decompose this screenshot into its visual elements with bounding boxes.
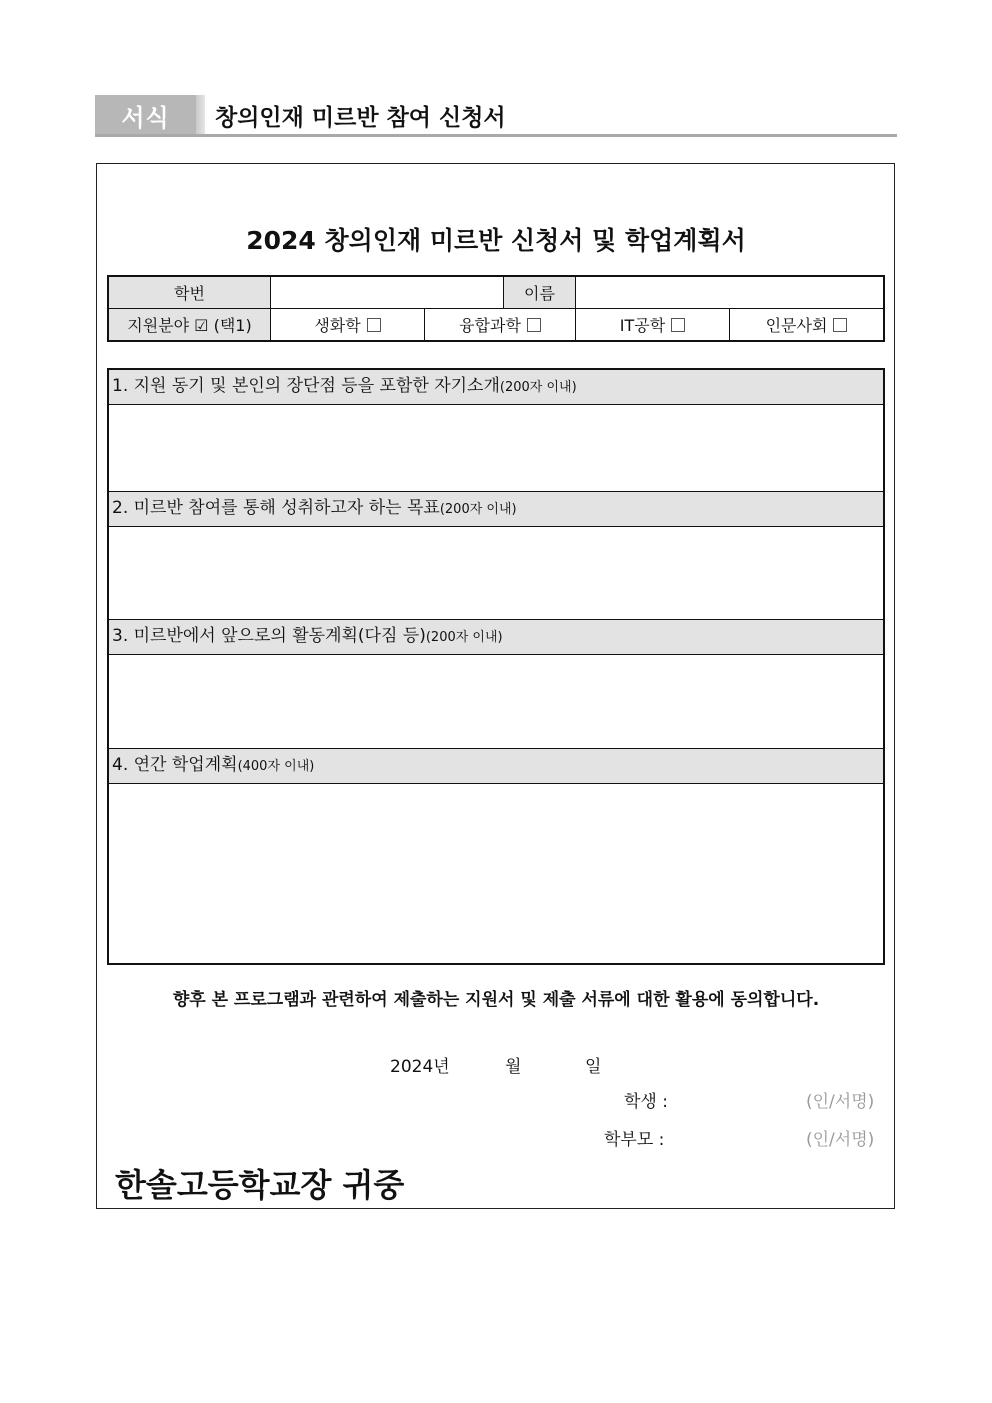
checkbox-icon[interactable] (833, 318, 847, 332)
section-header-4 (109, 749, 883, 784)
consent-statement: 향후 본 프로그램과 관련하여 제출하는 지원서 및 제출 서류에 대한 활용에 동의합니다. (172, 990, 820, 1010)
section-title: 2. 미르반 참여를 통해 성취하고자 하는 목표 (112, 498, 440, 518)
date-month: 월 (505, 1057, 522, 1077)
checkbox-icon[interactable] (367, 318, 381, 332)
header-title: 창의인재 미르반 참여 신청서 (215, 105, 506, 131)
option-label: 융합과학 (459, 316, 521, 335)
option-it[interactable] (576, 309, 730, 342)
form-tag: 서식 (95, 95, 196, 135)
student-signature-mark: (인/서명) (806, 1092, 875, 1112)
date-year: 2024년 (390, 1057, 450, 1077)
name-label: 이름 (504, 276, 576, 309)
field-label: 지원분야 ☑ (택1) (108, 309, 271, 342)
header-notch (196, 95, 205, 135)
option-label: 생화학 (314, 316, 361, 335)
parent-signature-label: 학부모 : (604, 1130, 665, 1150)
section-header-1 (109, 370, 883, 405)
section-title: 1. 지원 동기 및 본인의 장단점 등을 포함한 자기소개 (112, 376, 500, 396)
date-day: 일 (585, 1057, 602, 1077)
info-table (107, 275, 885, 342)
form-title: 2024 창의인재 미르반 신청서 및 학업계획서 (246, 226, 746, 255)
parent-signature-mark: (인/서명) (806, 1130, 875, 1150)
checkbox-icon[interactable] (671, 318, 685, 332)
section-title: 3. 미르반에서 앞으로의 활동계획(다짐 등) (112, 626, 426, 646)
header-underline (95, 134, 897, 137)
section-title: 4. 연간 학업계획 (112, 755, 238, 775)
plan-sections (107, 368, 885, 965)
section-limit: (200자 이내) (439, 502, 517, 517)
section-header-3 (109, 620, 883, 655)
form-header (95, 95, 897, 137)
option-convergence[interactable] (425, 309, 576, 342)
option-biochem[interactable] (271, 309, 425, 342)
checkbox-icon[interactable] (527, 318, 541, 332)
student-signature-label: 학생 : (624, 1092, 668, 1112)
section-header-2 (109, 492, 883, 527)
name-field[interactable] (576, 276, 885, 309)
section-limit: (200자 이내) (499, 380, 577, 395)
option-label: IT공학 (619, 316, 666, 335)
student-id-field[interactable] (271, 276, 504, 309)
recipient: 한솔고등학교장 귀중 (115, 1166, 405, 1204)
option-humanities[interactable] (730, 309, 885, 342)
section-limit: (400자 이내) (237, 759, 315, 774)
student-id-label: 학번 (108, 276, 271, 309)
option-label: 인문사회 (765, 316, 828, 335)
section-limit: (200자 이내) (425, 630, 503, 645)
